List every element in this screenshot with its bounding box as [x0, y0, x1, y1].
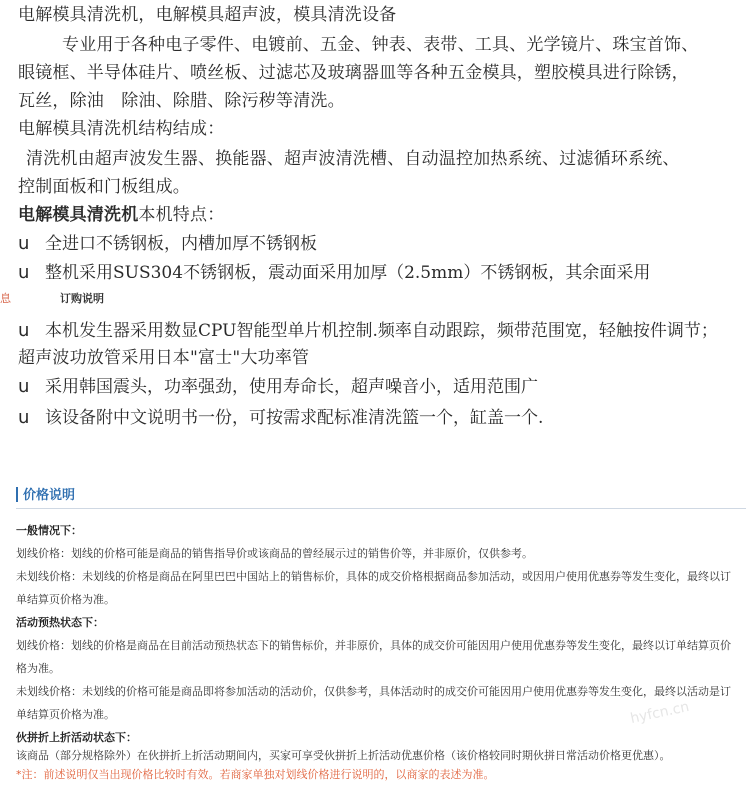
price-subheading: 活动预热状态下： [16, 616, 104, 629]
features-heading-rest: 本机特点： [138, 205, 225, 225]
side-text-fragment: 息 [0, 292, 11, 305]
order-instructions-link[interactable]: 订购说明 [60, 292, 104, 305]
intro-line: 眼镜框、半导体硅片、喷丝板、过滤芯及玻璃器皿等各种五金模具，塑胶模具进行除锈， [18, 63, 689, 83]
feature-continuation: 超声波功放管采用日本"富士"大功率管 [18, 348, 310, 368]
price-line: 格为准。 [16, 662, 60, 675]
intro-line: 瓦丝，除油 除油、除腊、除污秽等清洗。 [18, 91, 345, 111]
feature-item: 采用韩国震头，功率强劲，使用寿命长，超声噪音小，适用范围广 [45, 377, 538, 397]
features-heading [18, 204, 224, 226]
price-note: *注：前述说明仅当出现价格比较时有效。若商家单独对划线价格进行说明的，以商家的表述为准。 [16, 768, 495, 781]
feature-item: 该设备附中文说明书一份，可按需求配标准清洗篮一个，缸盖一个. [45, 408, 544, 428]
structure-line: 控制面板和门板组成。 [18, 177, 190, 197]
bullet-glyph: u [18, 233, 30, 254]
price-line: 划线价格：划线的价格可能是商品的销售指导价或该商品的曾经展示过的销售价等，并非原价，仅供参考。 [16, 547, 533, 560]
feature-item: 整机采用SUS304不锈钢板，震动面采用加厚（2.5mm）不锈钢板，其余面采用 [45, 263, 651, 283]
feature-item: 全进口不锈钢板，内槽加厚不锈钢板 [45, 234, 317, 254]
header-accent-bar [16, 487, 18, 502]
bullet-glyph: u [18, 376, 30, 397]
features-heading-bold: 电解模具清洗机 [18, 205, 139, 225]
price-subheading: 伙拼折上折活动状态下： [16, 731, 137, 744]
price-line: 未划线价格：未划线的价格是商品在阿里巴巴中国站上的销售标价，具体的成交价格根据商品参加活动，或因用户使用优惠券等发生变化，最终以订 [16, 570, 731, 583]
bullet-glyph: u [18, 407, 30, 428]
bullet-glyph: u [18, 320, 30, 341]
feature-item: 本机发生器采用数显CPU智能型单片机控制.频率自动跟踪，频带范围宽，轻触按件调节； [45, 321, 718, 341]
structure-heading: 电解模具清洗机结构结成： [18, 119, 225, 139]
price-line: 未划线价格：未划线的价格可能是商品即将参加活动的活动价，仅供参考，具体活动时的成交价可能因用户使用优惠券等发生变化，最终以活动是订 [16, 685, 731, 698]
price-section-header [16, 484, 746, 509]
price-line: 单结算页价格为准。 [16, 593, 115, 606]
price-section-title: 价格说明 [23, 488, 76, 503]
watermark: hyfcn.cn [628, 698, 691, 728]
price-line: 单结算页价格为准。 [16, 708, 115, 721]
price-line: 该商品（部分规格除外）在伙拼折上折活动期间内，买家可享受伙拼折上折活动优惠价格（该价格较同时期伙拼日常活动价格更优惠）。 [16, 749, 671, 762]
bullet-glyph: u [18, 262, 30, 283]
price-subheading: 一般情况下： [16, 524, 82, 537]
description-title: 电解模具清洗机，电解模具超声波，模具清洗设备 [18, 5, 397, 25]
price-line: 划线价格：划线的价格是商品在目前活动预热状态下的销售标价，并非原价，具体的成交价可能因用户使用优惠券等发生变化，最终以订单结算页价 [16, 639, 731, 652]
intro-line: 专业用于各种电子零件、电镀前、五金、钟表、表带、工具、光学镜片、珠宝首饰、 [62, 35, 699, 55]
structure-line: 清洗机由超声波发生器、换能器、超声波清洗槽、自动温控加热系统、过滤循环系统、 [26, 149, 680, 169]
